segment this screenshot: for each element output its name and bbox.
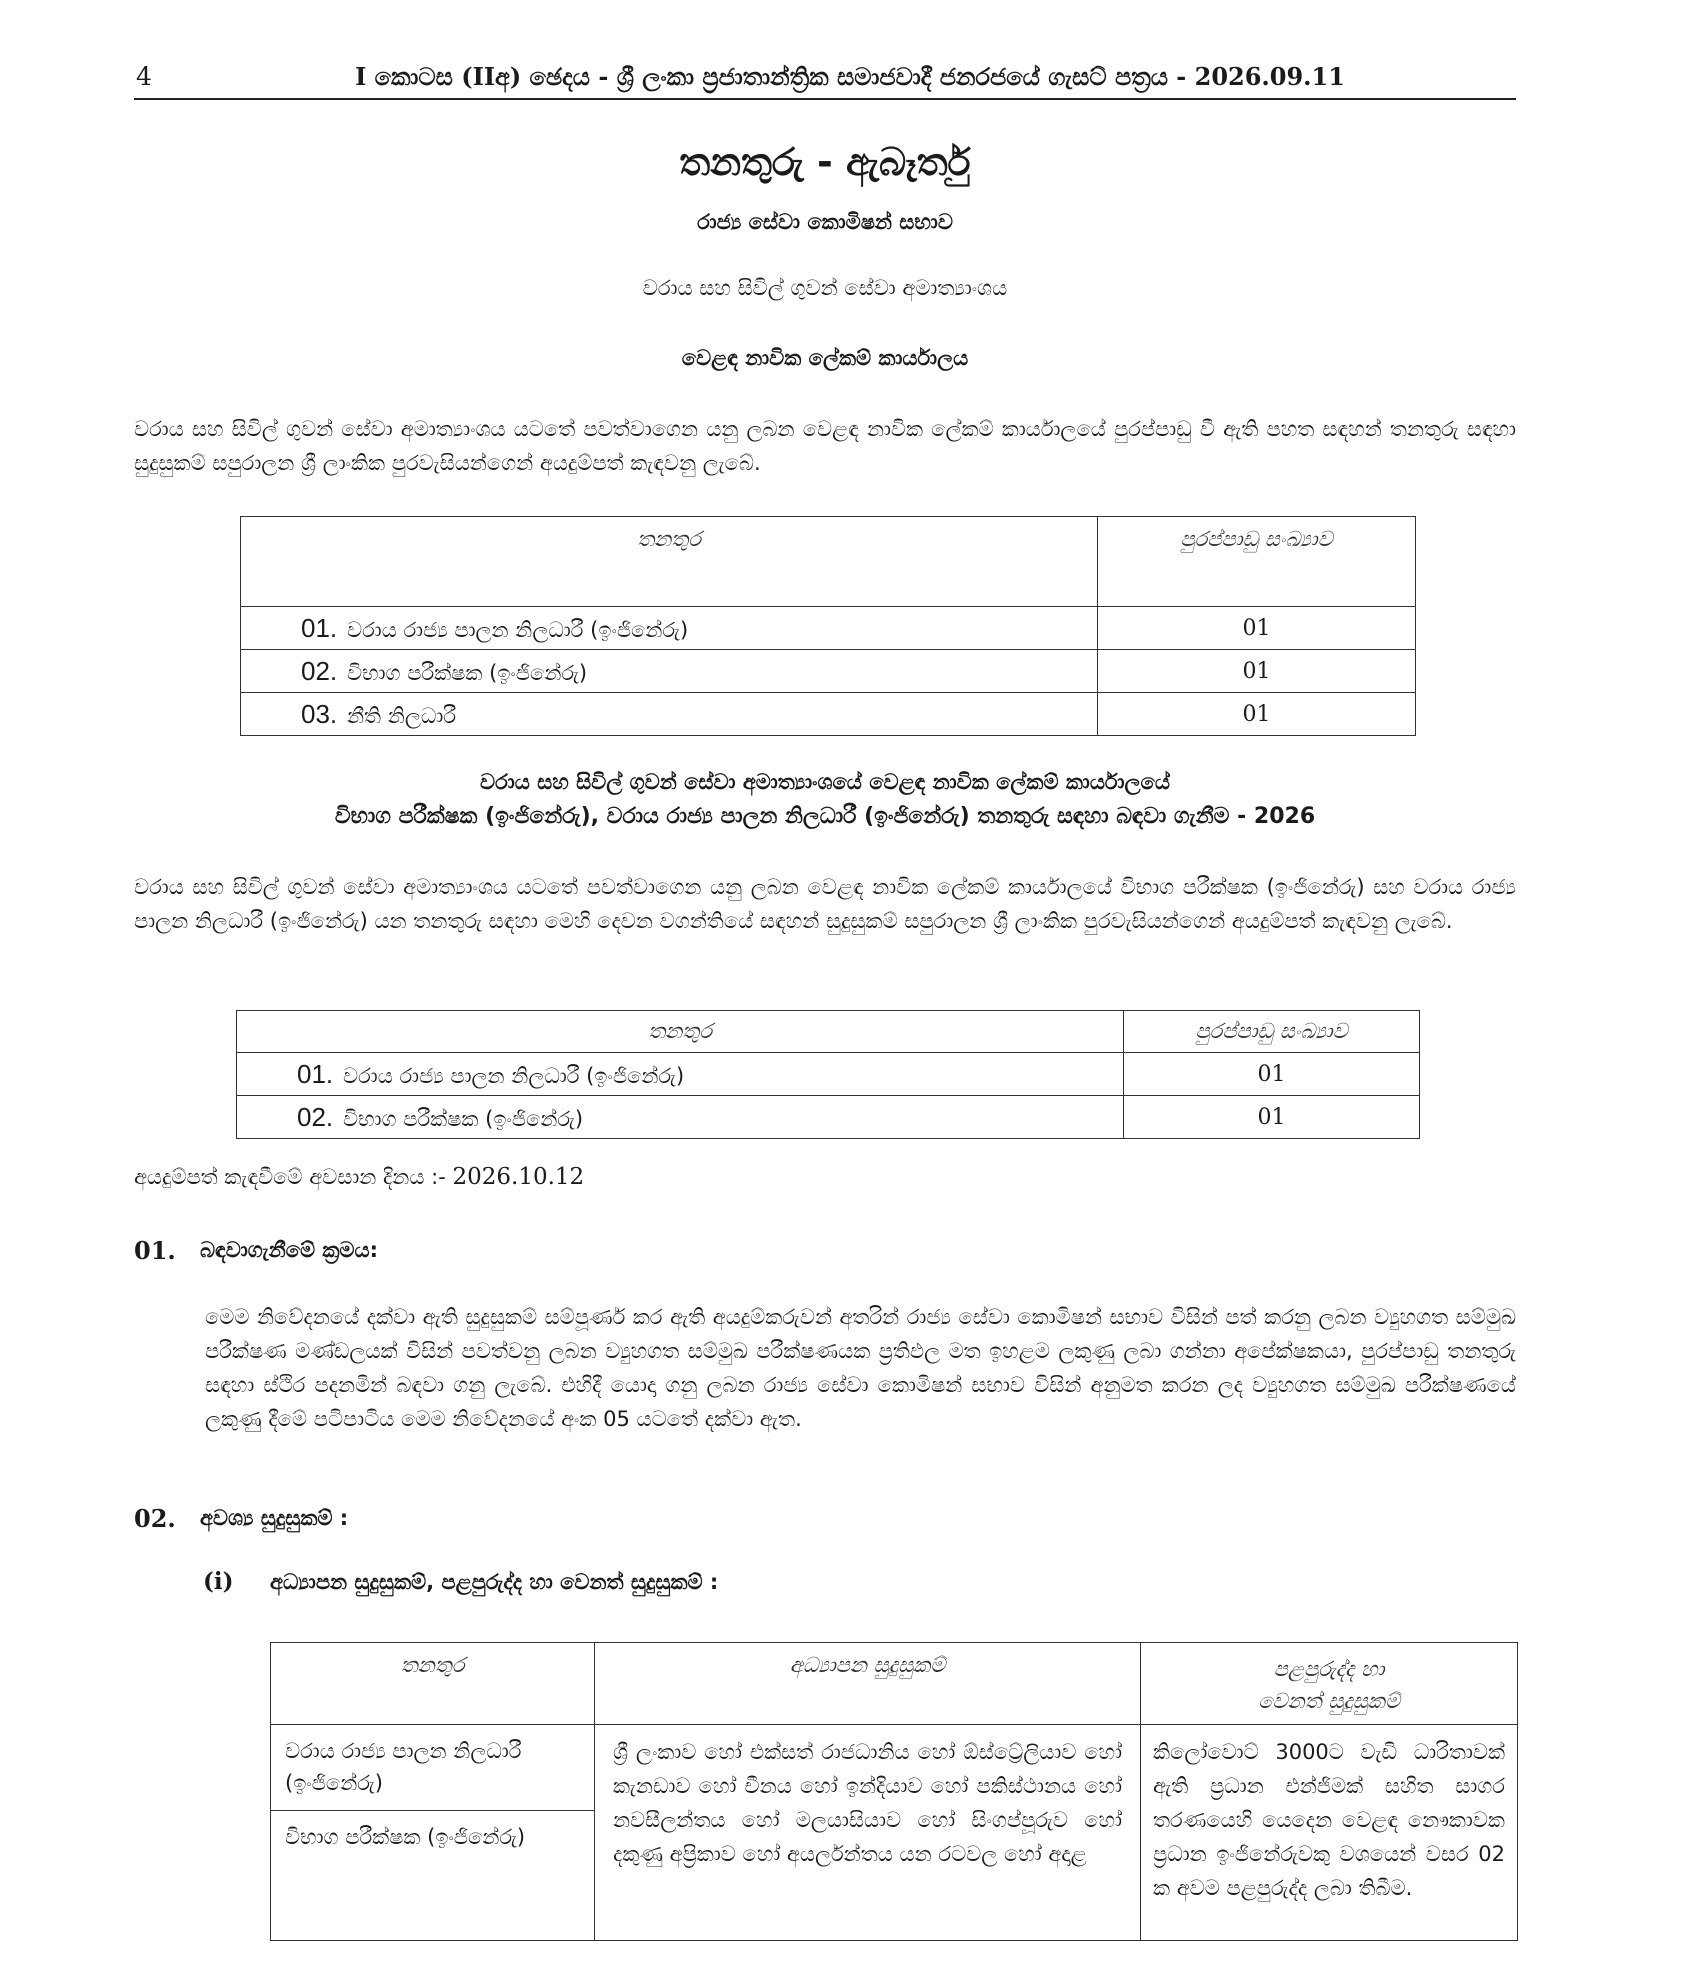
recruitment-heading-line2: විභාග පරීක්ෂක (ඉංජිනේරු), වරාය රාජ්‍ය පාලන නිලධාරී (ඉංජිනේරු) තනතුරු සඳහා බඳවා ගැනීම - 2026 — [334, 804, 1316, 829]
experience-header-line1: පළපුරුද්ද හා — [1273, 1657, 1385, 1681]
post-name: විභාග පරීක්ෂක (ඉංජිනේරු) — [347, 660, 588, 685]
post-name: වරාය රාජ්‍ය පාලන නිලධාරී (ඉංජිනේරු) — [271, 1725, 595, 1811]
row-number: 01. — [297, 1058, 334, 1089]
row-number: 03. — [301, 698, 338, 729]
table1-header-vacancies: පුරප්පාඩු සංඛ්‍යාව — [1098, 517, 1416, 607]
vacancy-count: 01 — [1098, 650, 1416, 693]
table-row — [241, 650, 1416, 693]
education-requirements: ශ්‍රී ලංකාව හෝ එක්සත් රාජධානිය හෝ ඕස්ට්‍රේලියාව හෝ කැනඩාව හෝ චීනය හෝ ඉන්දියාව හෝ පකිස්ථානය හෝ නවසීලන්තය හෝ මලයාසියාව හෝ සිංගප්පූරුව හෝ දකුණු අප්‍රිකාව හෝ අයර්ලන්තය යන රටවල හෝ අදාළ — [595, 1725, 1141, 1941]
table-row — [241, 693, 1416, 736]
qualifications-table — [270, 1642, 1518, 1941]
intro-paragraph: වරාය සහ සිවිල් ගුවන් සේවා අමාත්‍යාංශය යටතේ පවත්වාගෙන යනු ලබන වෙළඳ නාවික ලේකම් කාර්යාලයේ පුරප්පාඩු වී ඇති පහත සඳහන් තනතුරු සඳහා සුදුසුකම් සපුරාලන ශ්‍රී ලාංකික පුරවැසියන්ගෙන් අයදුම්පත් කැඳවනු ලැබේ. — [134, 417, 1516, 475]
vacancy-count: 01 — [1124, 1096, 1420, 1139]
page-title: තනතුරු - ඇබෑර්තු — [679, 140, 971, 184]
row-number: 02. — [297, 1101, 334, 1132]
row-number: 01. — [301, 612, 338, 643]
closing-date-line — [134, 1164, 584, 1190]
ministry-heading: වරාය සහ සිවිල් ගුවන් සේවා අමාත්‍යාංශය — [642, 276, 1008, 300]
table-row — [271, 1725, 1518, 1811]
section-heading: බඳවාගැනීමේ ක්‍රමය: — [200, 1238, 379, 1262]
vacancy-table-1 — [240, 516, 1416, 736]
post-name: වරාය රාජ්‍ය පාලන නිලධාරී (ඉංජිනේරු) — [343, 1063, 685, 1088]
post-name: විභාග පරීක්ෂක (ඉංජිනේරු) — [271, 1811, 595, 1941]
table3-header-experience — [1141, 1643, 1518, 1725]
table-row — [241, 607, 1416, 650]
recruitment-heading-line1: වරාය සහ සිවිල් ගුවන් සේවා අමාත්‍යාංශයේ වෙළඳ නාවික ලේකම් කාර්යාලයේ — [480, 770, 1170, 794]
table3-header-education: අධ්‍යාපන සුදුසුකම් — [595, 1643, 1141, 1725]
experience-header-line2: වෙනත් සුදුසුකම් — [1258, 1689, 1400, 1713]
closing-date-label: අයදුම්පත් කැඳවීමේ අවසාන දිනය :- — [134, 1165, 446, 1189]
post-name: වරාය රාජ්‍ය පාලන නිලධාරී (ඉංජිනේරු) — [347, 617, 689, 642]
vacancy-count: 01 — [1098, 693, 1416, 736]
vacancy-table-2 — [236, 1010, 1420, 1139]
section-number: 01. — [134, 1236, 176, 1265]
vacancy-count: 01 — [1124, 1053, 1420, 1096]
subsection-number: (i) — [203, 1568, 234, 1595]
table2-header-vacancies: පුරප්පාඩු සංඛ්‍යාව — [1124, 1011, 1420, 1053]
post-name: විභාග පරීක්ෂක (ඉංජිනේරු) — [343, 1106, 584, 1131]
section-number: 02. — [134, 1504, 176, 1533]
section-heading: අවශ්‍ය සුදුසුකම් : — [200, 1506, 349, 1530]
recruitment-paragraph: වරාය සහ සිවිල් ගුවන් සේවා අමාත්‍යාංශය යටතේ පවත්වාගෙන යනු ලබන වෙළඳ නාවික ලේකම් කාර්යාලයේ විභාග පරීක්ෂක (ඉංජිනේරු) සහ වරාය රාජ්‍ය පාලන නිලධාරී (ඉංජිනේරු) යන තනතුරු සඳහා මෙහි දෙවන වගන්තියේ සඳහන් සුදුසුකම් සපුරාලන ශ්‍රී ලාංකික පුරවැසියන්ගෙන් අයදුම්පත් කැඳවනු ලැබේ. — [134, 875, 1516, 933]
table-row — [237, 1053, 1420, 1096]
gazette-header-title: I කොටස (IIඅ) ඡෙදය - ශ්‍රී ලංකා ප්‍රජාතාන්ත්‍රික සමාජවාදී ජනරජයේ ගැසට් පත්‍රය - 2026.09.11 — [355, 62, 1345, 91]
table2-header-post: තනතුර — [237, 1011, 1124, 1053]
commission-heading: රාජ්‍ය සේවා කොමිෂන් සභාව — [697, 210, 953, 234]
header-divider — [134, 98, 1516, 100]
table3-header-post: තනතුර — [271, 1643, 595, 1725]
page-number: 4 — [136, 62, 152, 91]
row-number: 02. — [301, 655, 338, 686]
table1-header-post: තනතුර — [241, 517, 1098, 607]
table-row — [237, 1096, 1420, 1139]
recruitment-method-paragraph: මෙම නිවේදනයේ දක්වා ඇති සුදුසුකම් සම්පූර්ණ කර ඇති අයදුම්කරුවන් අතරින් රාජ්‍ය සේවා කොමිෂන් සභාව විසින් පත් කරනු ලබන ව්‍යුහගත සම්මුඛ පරීක්ෂණ මණ්ඩලයක් විසින් පවත්වනු ලබන ව්‍යුහගත සම්මුඛ පරීක්ෂණයක ප්‍රතිඵල මත ඉහළම ලකුණු ලබා ගන්නා අපේක්ෂකයා, පුරප්පාඩු තනතුරු සඳහා ස්ථිර පදනමින් බඳවා ගනු ලැබේ. එහිදී යොදා ගනු ලබන රාජ්‍ය සේවා කොමිෂන් සභාව විසින් අනුමත කරන ලද ව්‍යුහගත සම්මුඛ පරීක්ෂණයේ ලකුණු දීමේ පටිපාටිය මෙම නිවේදනයේ අංක 05 යටතේ දක්වා ඇත. — [205, 1305, 1516, 1431]
office-heading: වෙළඳ නාවික ලේකම් කාර්යාලය — [681, 346, 969, 370]
closing-date-value: 2026.10.12 — [452, 1164, 585, 1190]
subsection-heading: අධ්‍යාපන සුදුසුකම්, පළපුරුද්ද හා වෙනත් සුදුසුකම් : — [270, 1570, 719, 1594]
experience-requirements: කිලෝවොට් 3000ට වැඩි ධාරිතාවක් ඇති ප්‍රධාන එන්ජිමක් සහිත සාගර තරණයෙහි යෙදෙන වෙළඳ නෞකාවක ප්‍රධාන ඉංජිනේරුවකු වශයෙන් වසර 02 ක අවම පළපුරුද්ද ලබා තිබීම. — [1141, 1725, 1518, 1941]
post-name: නීති නිලධාරී — [347, 703, 457, 728]
vacancy-count: 01 — [1098, 607, 1416, 650]
